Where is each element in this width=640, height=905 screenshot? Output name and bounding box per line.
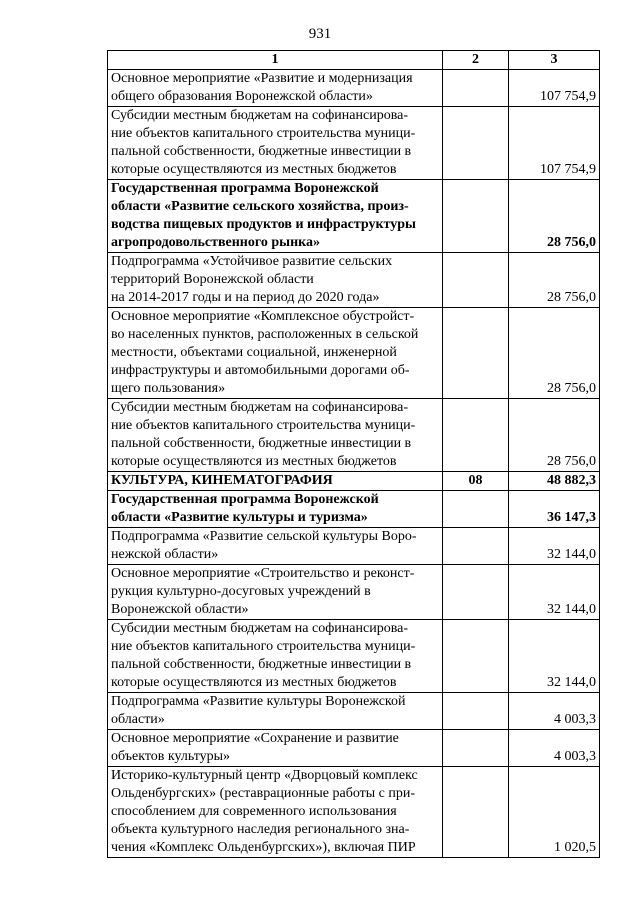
section-code: [443, 308, 509, 399]
description-line: Историко-культурный центр «Дворцовый комплекс: [111, 768, 418, 783]
amount-value: 4 003,3: [509, 730, 600, 767]
description-line: агропродовольственного рынка»: [111, 235, 321, 250]
amount-value: 107 754,9: [509, 107, 600, 180]
amount-value: 107 754,9: [509, 70, 600, 107]
amount-value: 28 756,0: [509, 399, 600, 472]
table-row: [108, 253, 600, 308]
description-line: Основное мероприятие «Развитие и модернизация: [111, 71, 413, 86]
amount-value: 48 882,3: [509, 472, 600, 491]
description-line: которые осуществляются из местных бюджетов: [111, 454, 397, 469]
description-line: которые осуществляются из местных бюджетов: [111, 675, 397, 690]
description-line: во населенных пунктов, расположенных в сельской: [111, 327, 419, 342]
section-code: 08: [443, 472, 509, 491]
row-description: [108, 399, 443, 472]
table-header-row: [108, 51, 600, 70]
description-line: КУЛЬТУРА, КИНЕМАТОГРАФИЯ: [111, 473, 333, 488]
description-line: территорий Воронежской области: [111, 272, 314, 287]
description-line: Государственная программа Воронежской: [111, 181, 379, 196]
description-line: Субсидии местным бюджетам на софинансирова-: [111, 108, 409, 123]
row-description: [108, 491, 443, 528]
description-line: Ольденбургских» (реставрационные работы с при-: [111, 786, 416, 801]
section-code: [443, 491, 509, 528]
table-row: [108, 693, 600, 730]
description-line: объектов культуры»: [111, 749, 231, 764]
description-line: Основное мероприятие «Строительство и реконст-: [111, 566, 415, 581]
description-line: Подпрограмма «Развитие сельской культуры Воро-: [111, 529, 417, 544]
table-row: [108, 767, 600, 858]
description-line: ние объектов капитального строительства муници-: [111, 639, 416, 654]
description-line: Основное мероприятие «Комплексное обустройст-: [111, 309, 415, 324]
row-description: [108, 693, 443, 730]
description-line: на 2014-2017 годы и на период до 2020 года»: [111, 290, 380, 305]
description-line: ние объектов капитального строительства муници-: [111, 418, 416, 433]
amount-value: 32 144,0: [509, 620, 600, 693]
amount-value: 28 756,0: [509, 180, 600, 253]
description-line: Подпрограмма «Развитие культуры Воронежской: [111, 694, 406, 709]
table-row: [108, 472, 600, 491]
description-line: которые осуществляются из местных бюджетов: [111, 162, 397, 177]
column-header: 2: [443, 51, 509, 70]
description-line: Субсидии местным бюджетам на софинансирова-: [111, 400, 409, 415]
description-line: способлением для современного использования: [111, 804, 397, 819]
table-row: [108, 70, 600, 107]
description-line: щего пользования»: [111, 381, 226, 396]
amount-value: 1 020,5: [509, 767, 600, 858]
row-description: [108, 620, 443, 693]
table-row: [108, 491, 600, 528]
table-row: [108, 730, 600, 767]
description-line: Подпрограмма «Устойчивое развитие сельских: [111, 254, 393, 269]
section-code: [443, 399, 509, 472]
description-line: пальной собственности, бюджетные инвестиции в: [111, 144, 412, 159]
description-line: области «Развитие культуры и туризма»: [111, 510, 368, 525]
section-code: [443, 528, 509, 565]
row-description: [108, 308, 443, 399]
amount-value: 28 756,0: [509, 253, 600, 308]
row-description: [108, 253, 443, 308]
description-line: пальной собственности, бюджетные инвестиции в: [111, 657, 412, 672]
description-line: нежской области»: [111, 547, 219, 562]
description-line: пальной собственности, бюджетные инвестиции в: [111, 436, 412, 451]
page-number: 931: [308, 26, 332, 42]
section-code: [443, 565, 509, 620]
description-line: Государственная программа Воронежской: [111, 492, 379, 507]
description-line: рукция культурно-досуговых учреждений в: [111, 584, 371, 599]
description-line: Субсидии местным бюджетам на софинансирова-: [111, 621, 409, 636]
table-row: [108, 399, 600, 472]
row-description: [108, 730, 443, 767]
amount-value: 36 147,3: [509, 491, 600, 528]
description-line: ние объектов капитального строительства муници-: [111, 126, 416, 141]
section-code: [443, 730, 509, 767]
table-row: [108, 308, 600, 399]
description-line: местности, объектами социальной, инженерной: [111, 345, 397, 360]
row-description: [108, 528, 443, 565]
description-line: водства пищевых продуктов и инфраструктуры: [111, 217, 416, 232]
description-line: инфраструктуры и автомобильными дорогами об-: [111, 363, 410, 378]
table-row: [108, 620, 600, 693]
section-code: [443, 107, 509, 180]
amount-value: 4 003,3: [509, 693, 600, 730]
row-description: [108, 70, 443, 107]
description-line: Воронежской области»: [111, 602, 249, 617]
row-description: [108, 472, 443, 491]
amount-value: 32 144,0: [509, 565, 600, 620]
table-body: [108, 70, 600, 858]
row-description: [108, 767, 443, 858]
table-row: [108, 565, 600, 620]
column-header: 3: [509, 51, 600, 70]
table-row: [108, 180, 600, 253]
section-code: [443, 767, 509, 858]
description-line: объекта культурного наследия регионального зна-: [111, 822, 410, 837]
section-code: [443, 70, 509, 107]
column-header: 1: [108, 51, 443, 70]
budget-table: [107, 50, 600, 858]
description-line: области»: [111, 712, 165, 727]
section-code: [443, 620, 509, 693]
amount-value: 28 756,0: [509, 308, 600, 399]
description-line: общего образования Воронежской области»: [111, 89, 373, 104]
row-description: [108, 107, 443, 180]
table-row: [108, 107, 600, 180]
row-description: [108, 565, 443, 620]
description-line: Основное мероприятие «Сохранение и развитие: [111, 731, 399, 746]
section-code: [443, 253, 509, 308]
section-code: [443, 180, 509, 253]
amount-value: 32 144,0: [509, 528, 600, 565]
description-line: области «Развитие сельского хозяйства, произ-: [111, 199, 409, 214]
table-row: [108, 528, 600, 565]
section-code: [443, 693, 509, 730]
description-line: чения «Комплекс Ольденбургских»), включая ПИР: [111, 840, 416, 855]
row-description: [108, 180, 443, 253]
